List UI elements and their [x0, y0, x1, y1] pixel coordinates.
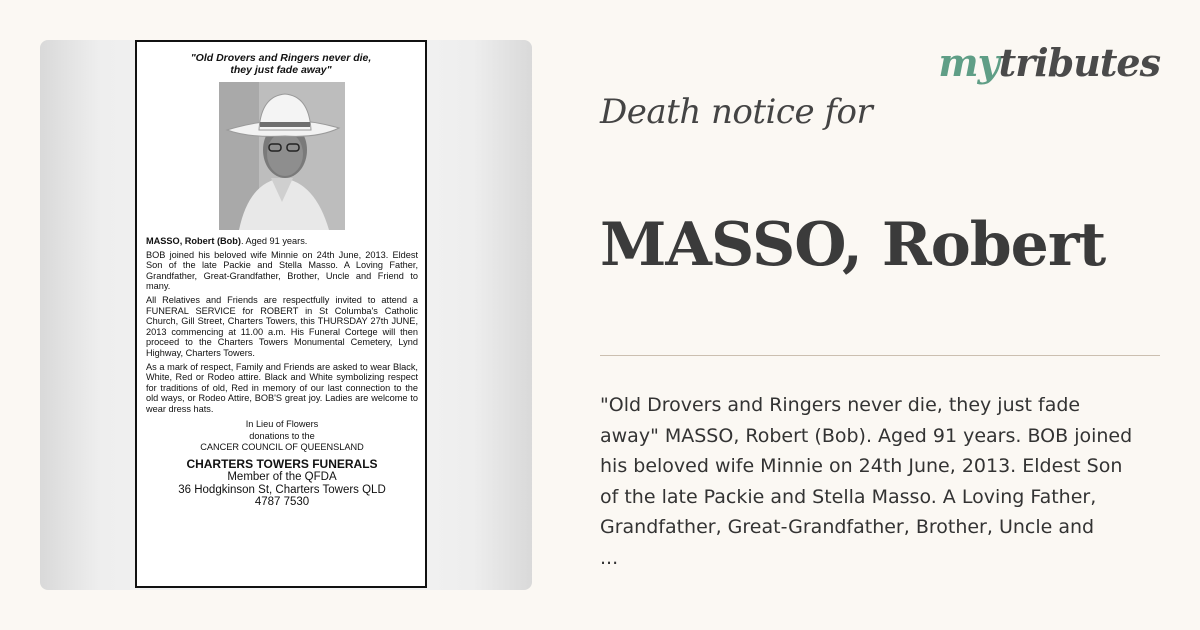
- mytributes-logo[interactable]: [938, 40, 1160, 85]
- logo-tributes: tributes: [998, 40, 1160, 85]
- notice-excerpt: [600, 390, 1160, 573]
- notice-paragraph-3: As a mark of respect, Family and Friends are asked to wear Black, White, Red or Rodeo attire. Black and White symbolizing respect for traditions of old, Red in memory of our last connection to the old ways, or Rodeo Attire, BOB'S great joy. Ladies are welcome to wear dress hats.: [146, 361, 418, 414]
- excerpt-ellipsis: ...: [600, 546, 619, 569]
- notice-heading: [146, 236, 418, 247]
- portrait-photo: [219, 82, 345, 230]
- quote-line-2: they just fade away": [230, 64, 332, 76]
- notice-quote: [151, 52, 411, 76]
- excerpt-line: of the late Packie and Stella Masso. A Loving Father,: [600, 485, 1097, 508]
- notice-body: [146, 236, 418, 509]
- donations-line: donations to the: [249, 431, 315, 442]
- notice-paragraph-2: All Relatives and Friends are respectfully invited to attend a FUNERAL SERVICE for ROBERT in St Columba's Catholic Church, Gill Street, Charters Towers, this THURSDAY 27th JUNE, 2013 commencing at 11.00 a.m. His Funeral Cortege will then proceed to the Charters Towers Monumental Cemetery, Lynd Highway, Charters Towers.: [146, 294, 418, 358]
- funeral-home-membership: Member of the QFDA: [227, 471, 337, 484]
- excerpt-line: "Old Drovers and Ringers never die, they just fade: [600, 394, 1081, 416]
- funeral-home-phone: 4787 7530: [254, 496, 310, 509]
- notice-image-panel: [40, 40, 532, 590]
- deceased-title: MASSO, Robert: [600, 210, 1106, 280]
- excerpt-line: his beloved wife Minnie on 24th June, 2013. Eldest Son: [600, 455, 1123, 477]
- newspaper-clipping: [135, 40, 427, 588]
- page-subtitle: Death notice for: [600, 92, 873, 132]
- portrait-illustration: [219, 82, 345, 230]
- deceased-age: . Aged 91 years.: [240, 236, 308, 246]
- excerpt-line: away" MASSO, Robert (Bob). Aged 91 years. BOB joined: [600, 424, 1133, 447]
- excerpt-line: Grandfather, Great-Grandfather, Brother, Uncle and: [600, 516, 1095, 538]
- funeral-home-name: CHARTERS TOWERS FUNERALS: [186, 457, 378, 472]
- notice-paragraph-1: BOB joined his beloved wife Minnie on 24th June, 2013. Eldest Son of the late Packie and Stella Masso. A Loving Father, Grandfather, Great-Grandfather, Brother, Uncle and Friend to many.: [146, 249, 418, 292]
- divider: [600, 355, 1160, 356]
- funeral-home-address: 36 Hodgkinson St, Charters Towers QLD: [178, 483, 386, 496]
- quote-line-1: "Old Drovers and Ringers never die,: [190, 52, 372, 64]
- logo-my: my: [938, 40, 999, 85]
- lieu-of-flowers: In Lieu of Flowers: [245, 418, 319, 429]
- charity-name: CANCER COUNCIL OF QUEENSLAND: [200, 441, 364, 452]
- deceased-name: MASSO, Robert (Bob): [146, 236, 241, 246]
